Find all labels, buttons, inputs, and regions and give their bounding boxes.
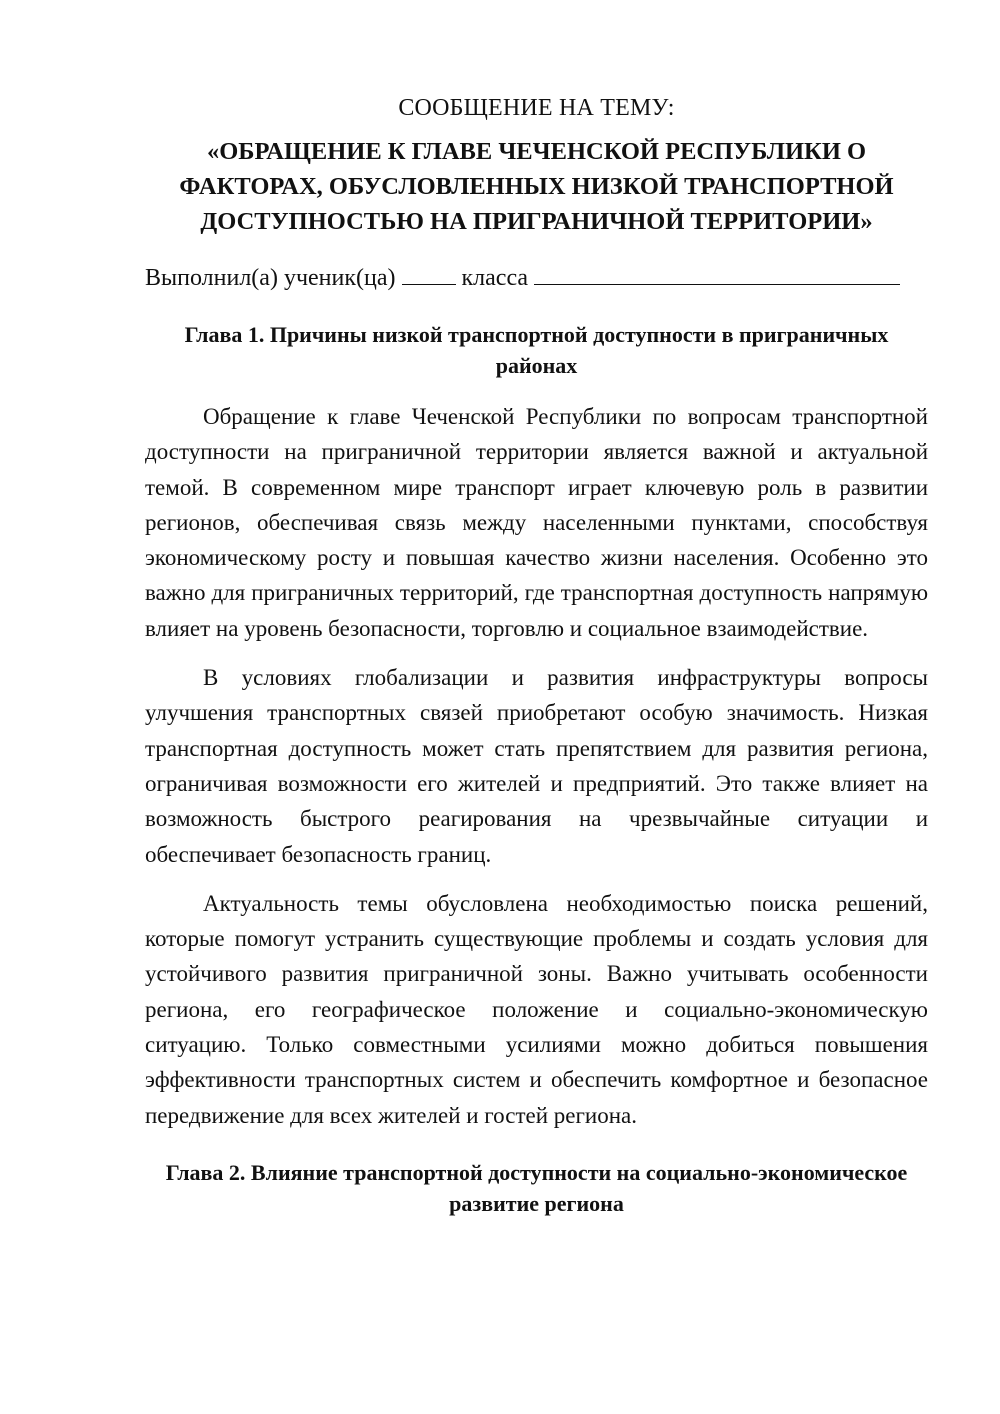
chapter-2-heading: Глава 2. Влияние транспортной доступности на социально-экономическое развитие региона [165, 1159, 908, 1216]
document-page [145, 92, 928, 1219]
chapter-1-paragraph: Обращение к главе Чеченской Республики по вопросам транспортной доступности на приграничной территории является важной и актуальной темой. В современном мире транспорт играет ключевую роль в развитии регионов, обеспечивая связь между населенными пунктами, способствуя экономическому росту и повышая качество жизни населения. Особенно это важно для приграничных территорий, где транспортная доступность напрямую влияет на уровень безопасности, торговлю и социальное взаимодействие. [145, 404, 928, 641]
author-name-blank [534, 262, 900, 285]
chapter-1-heading: Глава 1. Причины низкой транспортной доступности в приграничных районах [184, 322, 889, 378]
document-title: «ОБРАЩЕНИЕ К ГЛАВЕ ЧЕЧЕНСКОЙ РЕСПУБЛИКИ О ФАКТОРАХ, ОБУСЛОВЛЕННЫХ НИЗКОЙ ТРАНСПОРТНОЙ ДОСТУПНОСТЬЮ НА ПРИГРАНИЧНОЙ ТЕРРИТОРИИ» [179, 138, 894, 235]
author-line [145, 261, 928, 295]
chapter-1-paragraph: Актуальность темы обусловлена необходимостью поиска решений, которые помогут устранить существующие проблемы и создать условия для устойчивого развития приграничной зоны. Важно учитывать особенности региона, его географическое положение и социально-экономическую ситуацию. Только совместными усилиями можно добиться повышения эффективности транспортных систем и обеспечить комфортное и безопасное передвижение для всех жителей и гостей региона. [145, 890, 928, 1128]
chapter-1-paragraph: В условиях глобализации и развития инфраструктуры вопросы улучшения транспортных связей приобретают особую значимость. Низкая транспортная доступность может стать препятствием для развития региона, ограничивая возможности его жителей и предприятий. Это также влияет на возможность быстрого реагирования на чрезвычайные ситуации и обеспечивает безопасность границ. [145, 665, 928, 867]
author-line-middle: класса [461, 265, 529, 291]
class-number-blank [402, 262, 456, 285]
author-line-prefix: Выполнил(а) ученик(ца) [145, 265, 396, 291]
document-kicker: СООБЩЕНИЕ НА ТЕМУ: [398, 95, 675, 121]
